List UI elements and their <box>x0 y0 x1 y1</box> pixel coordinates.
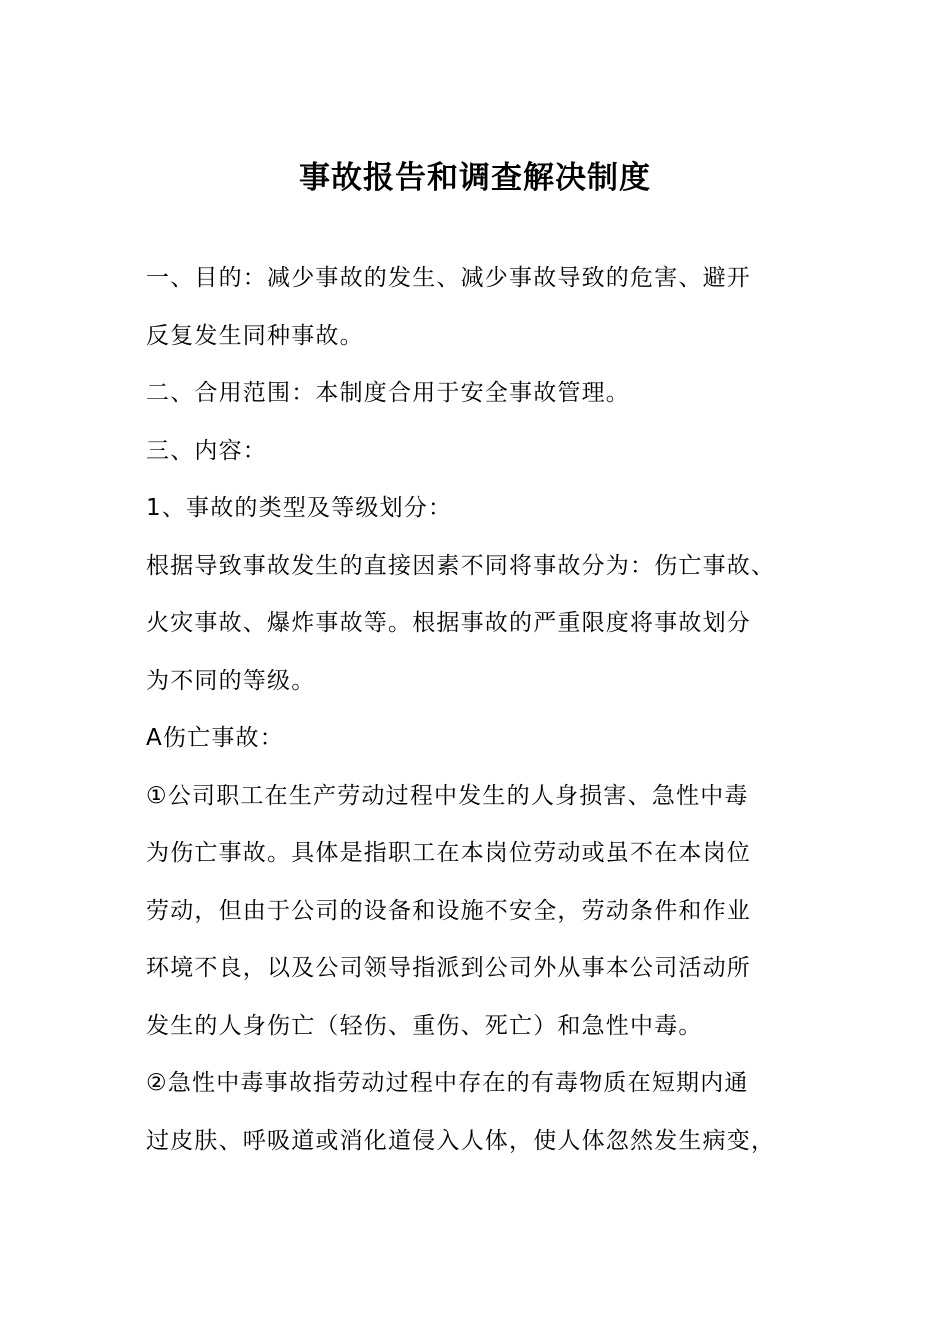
text-line: 劳动，但由于公司的设备和设施不安全，劳动条件和作业 <box>146 897 751 924</box>
text-line: 火灾事故、爆炸事故等。根据事故的严重限度将事故划分 <box>146 610 751 636</box>
text-line: 三、内容： <box>146 437 267 464</box>
text-line: 根据导致事故发生的直接因素不同将事故分为：伤亡事故、 <box>146 552 776 579</box>
text-line: A伤亡事故： <box>146 725 284 751</box>
text-line: 过皮肤、呼吸道或消化道侵入人体，使人体忽然发生病变， <box>146 1127 776 1154</box>
text-line: 二、合用范围：本制度合用于安全事故管理。 <box>146 380 630 406</box>
text-line: 发生的人身伤亡（轻伤、重伤、死亡）和急性中毒。 <box>146 1012 703 1039</box>
text-line: 1、事故的类型及等级划分： <box>146 495 453 521</box>
text-line: ①公司职工在生产劳动过程中发生的人身损害、急性中毒 <box>146 782 749 809</box>
text-line: 为伤亡事故。具体是指职工在本岗位劳动或虽不在本岗位 <box>146 840 751 866</box>
text-line: ②急性中毒事故指劳动过程中存在的有毒物质在短期内通 <box>146 1070 749 1096</box>
text-line: 为不同的等级。 <box>146 667 316 694</box>
text-line: 环境不良，以及公司领导指派到公司外从事本公司活动所 <box>146 955 751 981</box>
text-line: 一、目的：减少事故的发生、减少事故导致的危害、避开 <box>146 265 751 291</box>
text-line: 反复发生同种事故。 <box>146 322 364 349</box>
document-title: 事故报告和调查解决制度 <box>299 160 651 196</box>
document-body <box>146 250 806 1170</box>
